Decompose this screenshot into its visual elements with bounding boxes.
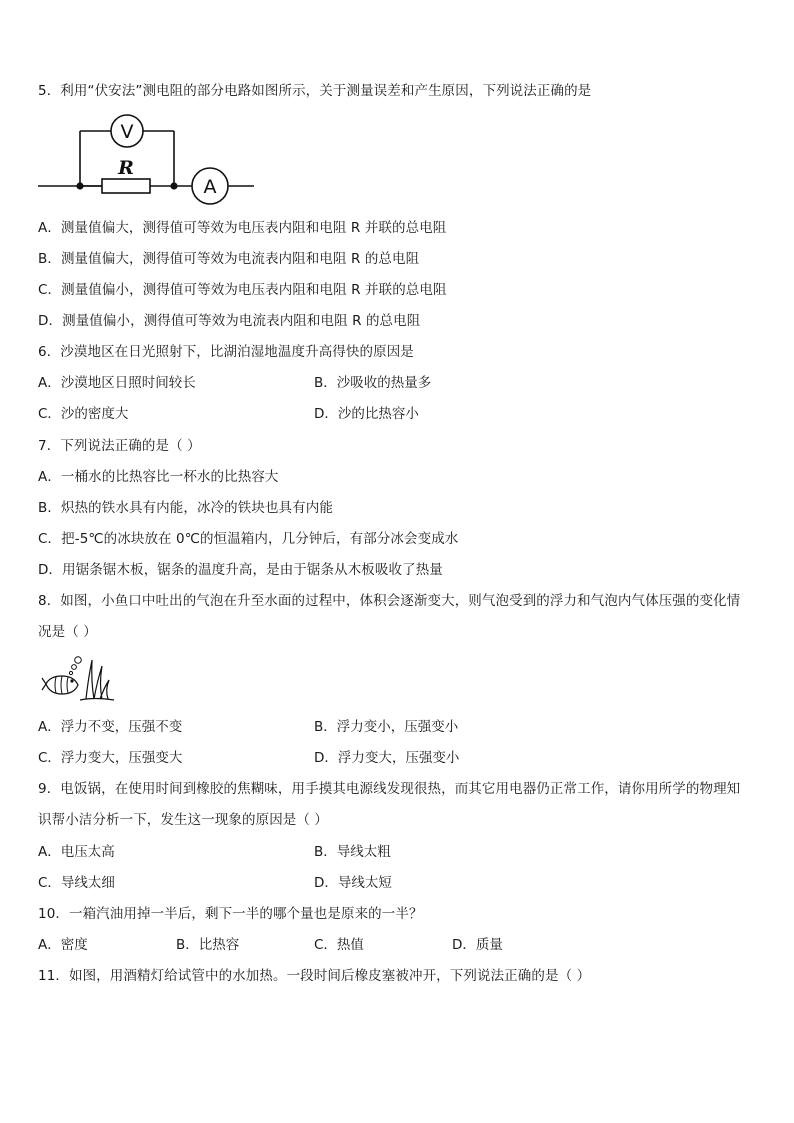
junction-left: [76, 182, 83, 189]
q6-option-d: D．沙的比热容小: [314, 406, 419, 422]
q8-stem-line1: 8．如图，小鱼口中吐出的气泡在升至水面的过程中，体积会逐渐变大，则气泡受到的浮力和气泡内气体压强的变化情: [38, 593, 741, 609]
q6-option-c: C．沙的密度大: [38, 406, 129, 422]
junction-right: [170, 182, 177, 189]
q9-stem-line1: 9．电饭锅，在使用时间到橡胶的焦糊味，用手摸其电源线发现很热，而其它用电器仍正常工作，请你用所学的物理知: [38, 781, 741, 797]
q7-option-a: A．一桶水的比热容比一杯水的比热容大: [38, 469, 279, 485]
q5-option-c: C．测量值偏小，测得值可等效为电压表内阻和电阻 R 并联的总电阻: [38, 282, 447, 298]
q6-option-a: A．沙漠地区日照时间较长: [38, 375, 196, 391]
q5-option-b: B．测量值偏大，测得值可等效为电流表内阻和电阻 R 的总电阻: [38, 251, 420, 267]
q9-option-a: A．电压太高: [38, 844, 115, 860]
resistor-r: [102, 179, 150, 193]
q11-stem: 11．如图，用酒精灯给试管中的水加热。一段时间后橡皮塞被冲开，下列说法正确的是（ ）: [38, 968, 591, 984]
q9-option-d: D．导线太短: [314, 875, 392, 891]
q10-option-d: D．质量: [452, 937, 503, 953]
q10-option-c: C．热值: [314, 937, 364, 953]
resistor-label: R: [118, 157, 134, 179]
q8-option-d: D．浮力变大，压强变小: [314, 750, 460, 766]
q6-stem: 6．沙漠地区在日光照射下，比湖泊湿地温度升高得快的原因是: [38, 344, 414, 360]
q8-stem-line2: 况是（ ）: [38, 624, 97, 640]
q5-option-d: D．测量值偏小，测得值可等效为电流表内阻和电阻 R 的总电阻: [38, 313, 421, 329]
q7-option-c: C．把-5℃的冰块放在 0℃的恒温箱内，几分钟后，有部分冰会变成水: [38, 531, 459, 547]
q9-option-c: C．导线太细: [38, 875, 115, 891]
q7-option-b: B．炽热的铁水具有内能，冰冷的铁块也具有内能: [38, 500, 333, 516]
q10-option-a: A．密度: [38, 937, 88, 953]
q9-stem-line2: 识帮小洁分析一下，发生这一现象的原因是（ ）: [38, 812, 328, 828]
q5-option-a: A．测量值偏大，测得值可等效为电压表内阻和电阻 R 并联的总电阻: [38, 220, 447, 236]
q7-stem: 7．下列说法正确的是（ ）: [38, 438, 201, 454]
q8-fish-diagram: [42, 654, 118, 702]
q10-stem: 10．一箱汽油用掉一半后，剩下一半的哪个量也是原来的一半？: [38, 906, 423, 922]
q8-option-b: B．浮力变小，压强变小: [314, 719, 459, 735]
q9-option-b: B．导线太粗: [314, 844, 391, 860]
ammeter-label: A: [203, 176, 217, 198]
q8-option-c: C．浮力变大，压强变大: [38, 750, 183, 766]
q8-option-a: A．浮力不变，压强不变: [38, 719, 183, 735]
q7-option-d: D．用锯条锯木板，锯条的温度升高，是由于锯条从木板吸收了热量: [38, 562, 443, 578]
q10-option-b: B．比热容: [176, 937, 240, 953]
q5-stem: 5．利用“伏安法”测电阻的部分电路如图所示，关于测量误差和产生原因，下列说法正确的是: [38, 83, 592, 99]
q5-circuit-diagram: [38, 112, 258, 204]
q6-option-b: B．沙吸收的热量多: [314, 375, 432, 391]
voltmeter-label: V: [120, 121, 134, 143]
